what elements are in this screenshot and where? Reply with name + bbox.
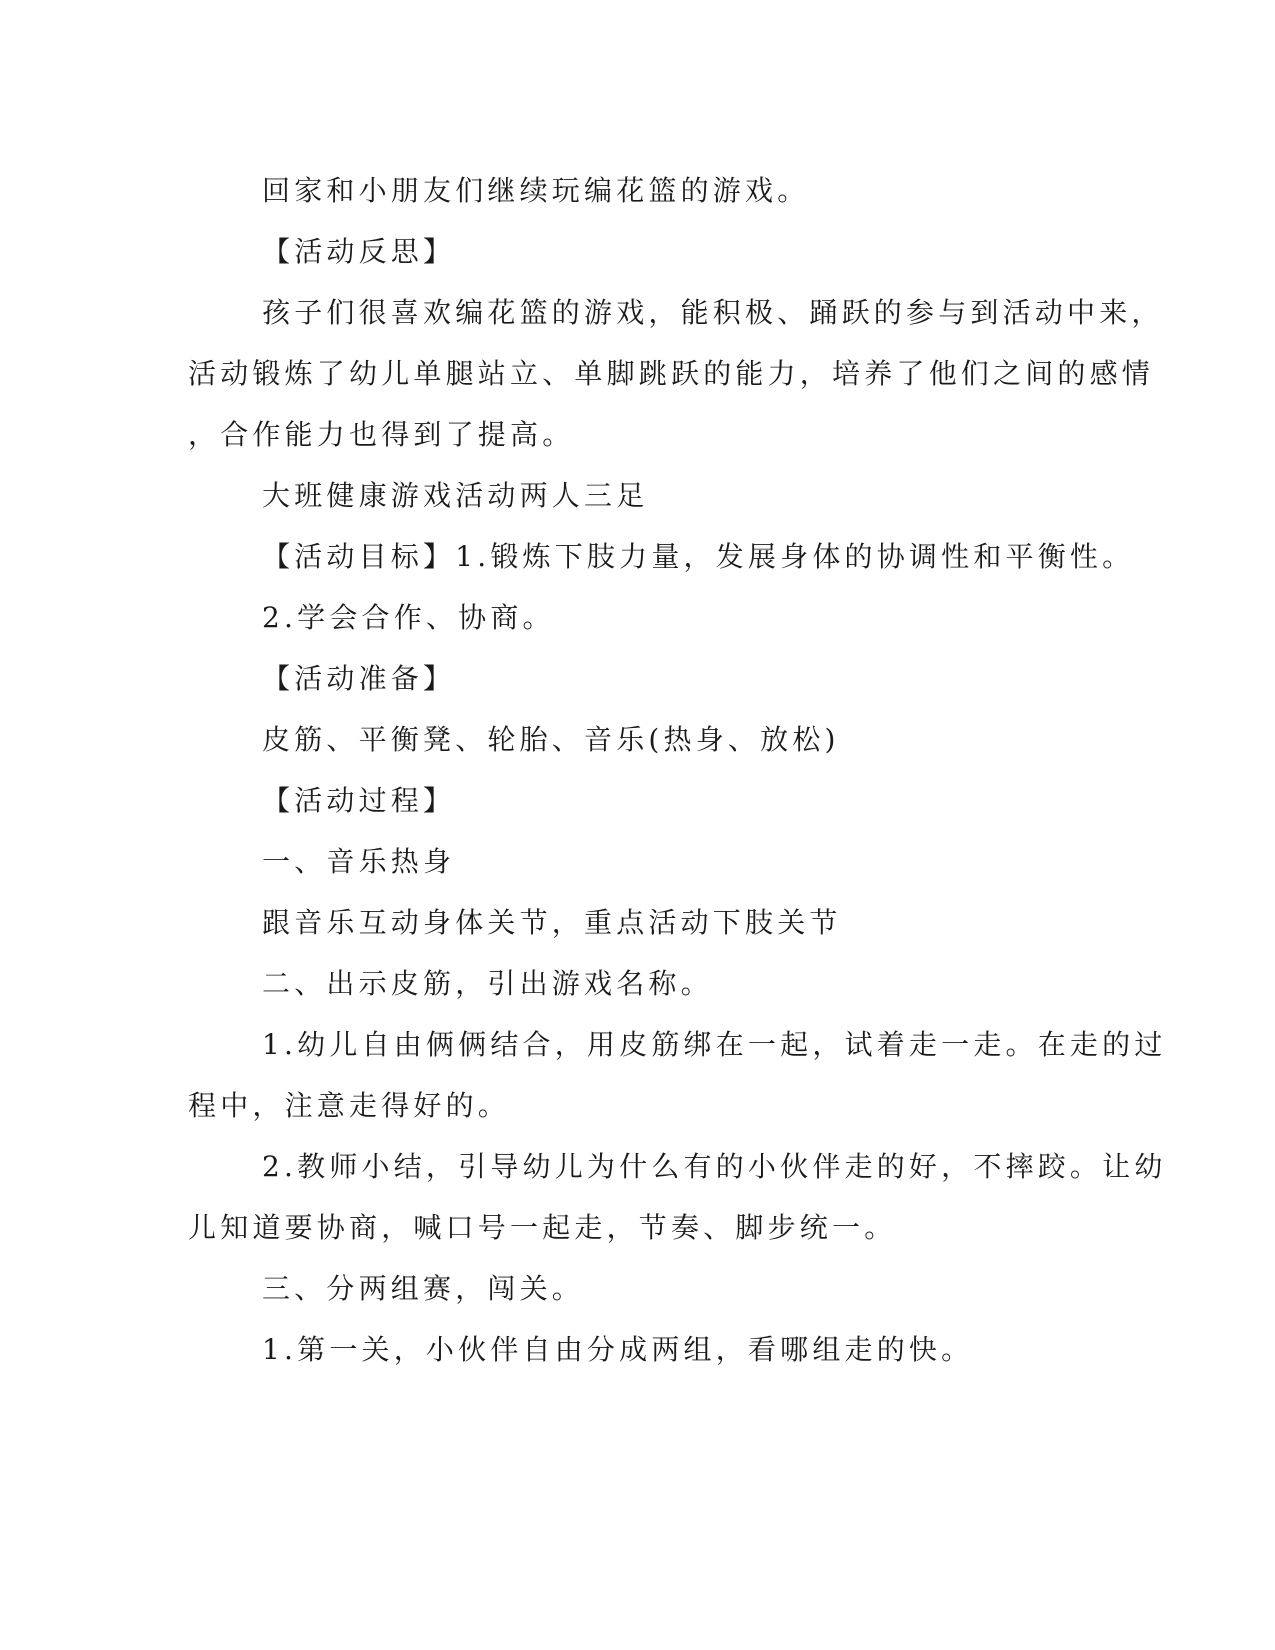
- step-heading: 一、音乐热身: [262, 845, 456, 878]
- paragraph-line: 儿知道要协商，喊口号一起走，节奏、脚步统一。: [188, 1211, 897, 1244]
- step-heading: 二、出示皮筋，引出游戏名称。: [262, 967, 713, 1000]
- section-heading-reflection: 【活动反思】: [262, 235, 456, 268]
- paragraph-line: ，合作能力也得到了提高。: [188, 418, 575, 451]
- paragraph-line: 1.幼儿自由俩俩结合，用皮筋绑在一起，试着走一走。在走的过: [262, 1028, 1167, 1061]
- paragraph-line: 皮筋、平衡凳、轮胎、音乐(热身、放松): [262, 723, 840, 756]
- paragraph-line: 回家和小朋友们继续玩编花篮的游戏。: [262, 174, 810, 207]
- document-body: [188, 160, 1167, 1380]
- section-heading-process: 【活动过程】: [262, 784, 456, 817]
- paragraph-line: 活动锻炼了幼儿单腿站立、单脚跳跃的能力，培养了他们之间的感情: [188, 357, 1155, 390]
- activity-title: 大班健康游戏活动两人三足: [262, 479, 649, 512]
- paragraph-line: 跟音乐互动身体关节，重点活动下肢关节: [262, 906, 842, 939]
- paragraph-line: 2.教师小结，引导幼儿为什么有的小伙伴走的好，不摔跤。让幼: [262, 1150, 1167, 1183]
- section-heading-goals: 【活动目标】1.锻炼下肢力量，发展身体的协调性和平衡性。: [262, 540, 1135, 573]
- step-heading: 三、分两组赛，闯关。: [262, 1272, 585, 1305]
- section-heading-preparation: 【活动准备】: [262, 662, 456, 695]
- paragraph-line: 1.第一关，小伙伴自由分成两组，看哪组走的快。: [262, 1333, 974, 1366]
- paragraph-line: 孩子们很喜欢编花篮的游戏，能积极、踊跃的参与到活动中来，: [262, 296, 1164, 329]
- paragraph-line: 2.学会合作、协商。: [262, 601, 555, 634]
- paragraph-line: 程中，注意走得好的。: [188, 1089, 511, 1122]
